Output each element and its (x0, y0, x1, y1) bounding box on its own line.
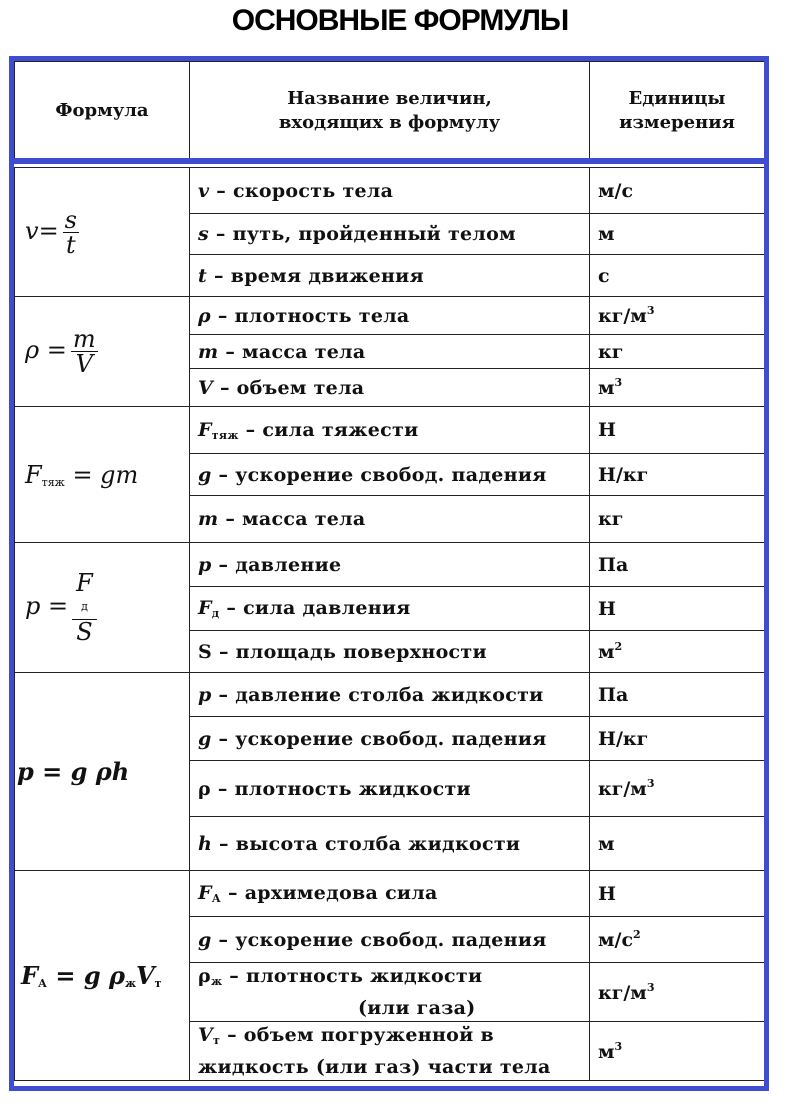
formula-density: ρ = $\frac{m}{V}$ (15, 297, 190, 407)
quantity-name: v – скорость тела (190, 168, 590, 214)
quantity-name: $F_А$ – архимедова сила (190, 871, 590, 917)
unit-cell: Па (590, 673, 765, 717)
quantity-name: S – площадь поверхности (190, 631, 590, 673)
header-name-line2: входящих в формулу (278, 111, 501, 133)
quantity-name: $F_{тяж}$ – сила тяжести (190, 407, 590, 454)
table-frame (9, 56, 769, 1091)
unit-cell: $м^3$ (590, 1022, 765, 1081)
unit-cell: с (590, 255, 765, 297)
unit-cell: кг (590, 335, 765, 369)
quantity-name: g – ускорение свобод. падения (190, 717, 590, 761)
unit-cell: кг (590, 496, 765, 543)
header-name-line1: Название величин, (287, 87, 492, 109)
unit-cell: Н (590, 871, 765, 917)
unit-cell: Н (590, 407, 765, 454)
page-title: ОСНОВНЫЕ ФОРМУЛЫ (231, 4, 569, 37)
quantity-name: V – объем тела (190, 369, 590, 407)
formula-pressure: p = F д S (15, 543, 190, 673)
quantity-name: ρ – плотность жидкости (190, 761, 590, 817)
quantity-name: g – ускорение свобод. падения (190, 454, 590, 496)
unit-cell: $кг/м^3$ (590, 761, 765, 817)
unit-cell: Н (590, 587, 765, 631)
quantity-name: m – масса тела (190, 496, 590, 543)
quantity-name: p – давление столба жидкости (190, 673, 590, 717)
quantity-name: m – масса тела (190, 335, 590, 369)
unit-cell: м (590, 817, 765, 871)
formula-gravity: $F_{тяж}$ = gm (15, 407, 190, 543)
formula-speed: v= $\frac{s}{t}$ (15, 168, 190, 297)
header-units-line2: измерения (619, 111, 735, 133)
formula-archimedes: $F_А = g$ $\rho_жV_т$ (15, 871, 190, 1081)
header-formula: Формула (15, 62, 190, 160)
header-units-line1: Единицы (628, 87, 726, 109)
quantity-name: g – ускорение свобод. падения (190, 917, 590, 963)
unit-cell: $м^3$ (590, 369, 765, 407)
unit-cell: $м/с^2$ (590, 917, 765, 963)
unit-cell: м (590, 214, 765, 255)
quantity-name: ρ – плотность тела (190, 297, 590, 335)
quantity-name: $F_д$ – сила давления (190, 587, 590, 631)
unit-cell: $кг/м^3$ (590, 297, 765, 335)
unit-cell: м/с (590, 168, 765, 214)
header-divider (9, 158, 769, 164)
quantity-name: t – время движения (190, 255, 590, 297)
quantity-name: $V_т$ – объем погруженной в жидкость (или газ) части тела (190, 1022, 590, 1081)
unit-cell: $м^2$ (590, 631, 765, 673)
quantity-name: p – давление (190, 543, 590, 587)
unit-cell: Н/кг (590, 454, 765, 496)
formula-liquid-pressure: p = g ρh (15, 673, 190, 871)
unit-cell: Н/кг (590, 717, 765, 761)
quantity-name: h – высота столба жидкости (190, 817, 590, 871)
quantity-name: s – путь, пройденный телом (190, 214, 590, 255)
unit-cell: $кг/м^3$ (590, 963, 765, 1022)
quantity-name: $\rho_ж$ – плотность жидкости (или газа) (190, 963, 590, 1022)
unit-cell: Па (590, 543, 765, 587)
